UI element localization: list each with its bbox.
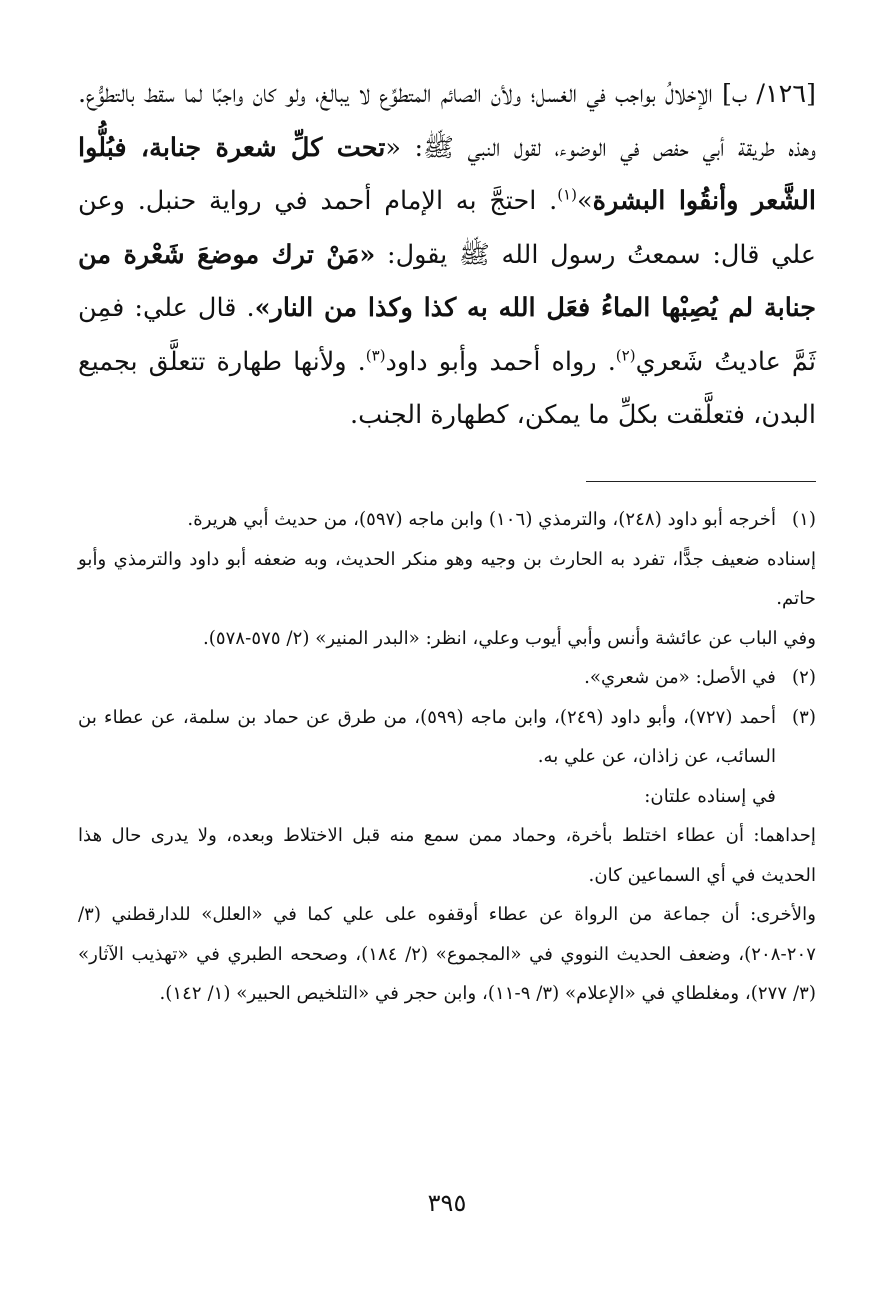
hadith-quote: تحت كلِّ شعرة جنابة، فبُلُّوا الشَّعر وأنقُوا البشرة	[78, 132, 816, 216]
footnote-text: أحمد (٧٢٧)، وأبو داود (٢٤٩)، وابن ماجه (٥٩٩)، من طرق عن حماد بن سلمة، عن عطاء بن السائب، عن زاذان، عن علي به.	[78, 706, 777, 767]
book-page	[78, 68, 816, 1290]
footnote-ref-3[interactable]: (٣)	[365, 346, 386, 364]
footnotes-section	[78, 500, 816, 1014]
footnote-number: (١)	[792, 509, 816, 530]
footnote-paragraph: وفي الباب عن عائشة وأنس وأبي أيوب وعلي، انظر: «البدر المنير» (٢/ ٥٧٥-٥٧٨).	[202, 627, 816, 649]
main-text-paragraph	[78, 68, 816, 443]
footnote-subheading: في إسناده علتان:	[644, 785, 776, 807]
footnote-paragraph: إحداهما: أن عطاء اختلط بأخرة، وحماد ممن سمع منه قبل الاختلاط وبعده، ولا يدرى حال هذا الحديث في أي السماعين كان.	[78, 825, 816, 886]
main-text-segment: . احتجَّ به الإمام أحمد في رواية حنبل. وعن علي قال: سمعتُ رسول الله ﷺ يقول:	[78, 186, 816, 270]
page-number: ٣٩٥	[427, 1189, 467, 1217]
main-text-segment: . رواه أحمد وأبو داود	[385, 346, 616, 377]
footnote-number: (٢)	[792, 667, 816, 688]
footnote-text: أخرجه أبو داود (٢٤٨)، والترمذي (١٠٦) وابن ماجه (٥٩٧)، من حديث أبي هريرة.	[187, 509, 776, 530]
hadith-quote: «مَنْ ترك موضعَ شَعْرة من جنابة لم يُصِبْها الماءُ فعَل الله به كذا وكذا من النار»	[78, 239, 816, 323]
footnote-number: (٣)	[792, 706, 816, 728]
footnote-3	[78, 698, 816, 1014]
main-text-segment: . ولأنها طهارة تتعلَّق بجميع البدن، فتعلَّقت بكلِّ ما يمكن، كطهارة الجنب.	[78, 346, 816, 430]
footnote-ref-1[interactable]: (١)	[557, 185, 577, 204]
quote-close-mark: »	[576, 186, 593, 216]
footnote-2	[78, 658, 816, 698]
footnote-divider	[586, 481, 816, 482]
main-text-segment: . قال علي: فمِن ثَمَّ عاديتُ شَعري	[78, 293, 816, 377]
footnote-ref-2[interactable]: (٢)	[615, 346, 636, 364]
footnote-text: في الأصل: «من شعري».	[584, 667, 776, 688]
footnote-paragraph: إسناده ضعيف جدًّا، تفرد به الحارث بن وجيه وهو منكر الحديث، وبه ضعفه أبو داود والترمذي وأبو حاتم.	[78, 548, 816, 609]
footnote-paragraph: والأخرى: أن جماعة من الرواة عن عطاء أوقفوه على علي كما في «العلل» للدارقطني (٣/ ٢٠٧-٢٠٨)، وضعف الحديث النووي في «المجموع» (٢/ ١٨٤)، وصححه الطبري في «تهذيب الآثار» (٣/ ٢٧٧)، ومغلطاي في «الإعلام» (٣/ ٩-١١)، وابن حجر في «التلخيص الحبير» (١/ ١٤٢).	[78, 904, 817, 1004]
main-text-segment: [١٢٦/ ب] الإخلالُ بواجب في الغسل؛ ولأن الصائم المتطوِّع لا يبالغ، ولو كان واجبًا لما سقط بالتطوُّع. وهذه طريقة أبي حفص في الوضوء، لقول النبي ﷺ: «	[78, 79, 816, 163]
footnote-1	[78, 500, 816, 658]
